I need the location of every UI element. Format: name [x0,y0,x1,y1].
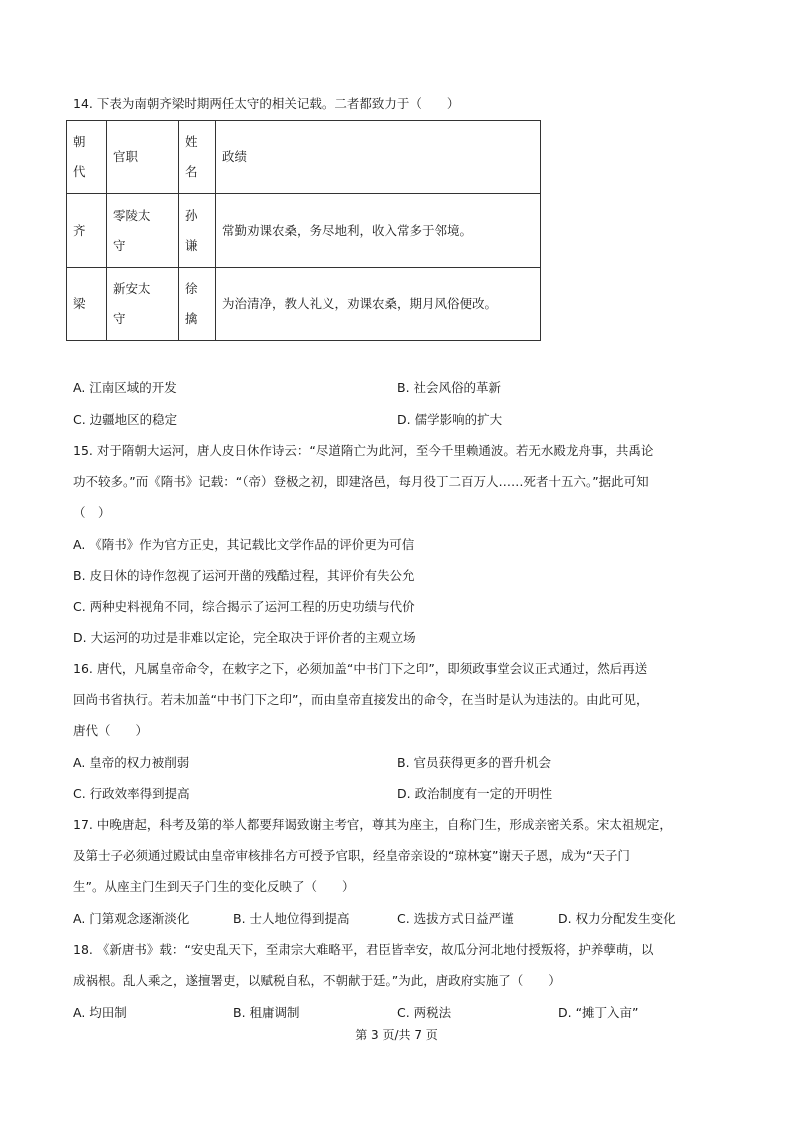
q18-line: 成祸根。乱人乘之，遂擅署吏，以赋税自私，不朝献于廷。”为此，唐政府实施了（ ） [73,973,561,988]
q16-option-d[interactable]: D. 政治制度有一定的开明性 [397,786,553,801]
cell-office [107,268,179,341]
q17-option-a[interactable]: A. 门第观念逐渐淡化 [73,911,190,926]
cell-name [179,268,216,341]
cell-record: 为治清净，教人礼义，劝课农桑，期月风俗便改。 [216,268,541,341]
q14-option-b[interactable]: B. 社会风俗的革新 [397,380,502,395]
q17-option-d[interactable]: D. 权力分配发生变化 [558,911,676,926]
table-header-row [67,121,541,194]
cell-name-line1: 徐 [185,281,198,296]
header-dynasty-line2: 代 [73,164,86,179]
q16-option-a[interactable]: A. 皇帝的权力被削弱 [73,755,190,770]
q18-option-c[interactable]: C. 两税法 [397,1005,452,1020]
q16-option-b[interactable]: B. 官员获得更多的晋升机会 [397,755,552,770]
q14-stem: 14. 下表为南朝齐梁时期两任太守的相关记载。二者都致力于（ ） [73,96,460,111]
q16-option-c[interactable]: C. 行政效率得到提高 [73,786,190,801]
q16-line: 唐代（ ） [73,723,149,738]
table-row [67,194,541,268]
header-dynasty-line1: 朝 [73,134,86,149]
q16-line: 回尚书省执行。若未加盖“中书门下之印”，而由皇帝直接发出的命令，在当时是认为违法的。由此可见， [73,692,649,707]
header-office [107,121,179,194]
q17-line: 生”。从座主门生到天子门生的变化反映了（ ） [73,879,355,894]
q16-line: 16. 唐代，凡属皇帝命令，在敕字之下，必须加盖“中书门下之印”，即须政事堂会议正式通过，然后再送 [73,661,648,676]
q17-option-b[interactable]: B. 士人地位得到提高 [233,911,350,926]
q15-option-c[interactable]: C. 两种史料视角不同，综合揭示了运河工程的历史功绩与代价 [73,599,415,614]
cell-name [179,194,216,268]
page-footer: 第 3 页/共 7 页 [355,1028,438,1042]
q18-option-d[interactable]: D. “摊丁入亩” [558,1005,639,1020]
header-dynasty [67,121,107,194]
q17-line: 及第士子必须通过殿试由皇帝审核排名方可授予官职，经皇帝亲设的“琼林宴”谢天子恩，成为“天子门 [73,848,630,863]
q15-option-a[interactable]: A. 《隋书》作为官方正史，其记载比文学作品的评价更为可信 [73,537,415,552]
q15-line: 15. 对于隋朝大运河，唐人皮日休作诗云：“尽道隋亡为此河，至今千里赖通波。若无水殿龙舟事，共禹论 [73,443,654,458]
cell-name-line1: 孙 [185,207,198,223]
cell-name-line2: 谦 [185,237,198,253]
q15-line: 功不较多。”而《隋书》记载：“（帝）登极之初，即建洛邑，每月役丁二百万人……死者十五六。”据此可知 [73,474,649,489]
cell-office-line2: 守 [113,237,126,253]
cell-dynasty: 齐 [67,194,107,268]
cell-office-line1: 零陵太 [113,207,151,223]
q15-option-d[interactable]: D. 大运河的功过是非难以定论，完全取决于评价者的主观立场 [73,630,416,645]
q14-option-a[interactable]: A. 江南区域的开发 [73,380,177,395]
q14-option-d[interactable]: D. 儒学影响的扩大 [397,412,503,427]
q15-line: （ ） [73,505,111,520]
cell-office-line1: 新安太 [113,281,151,296]
cell-record: 常勤劝课农桑，务尽地利，收入常多于邻境。 [216,194,541,268]
q18-option-a[interactable]: A. 均田制 [73,1005,127,1020]
q15-option-b[interactable]: B. 皮日休的诗作忽视了运河开凿的残酷过程，其评价有失公允 [73,568,415,583]
cell-office-line2: 守 [113,311,126,326]
q17-line: 17. 中晚唐起，科考及第的举人都要拜谒致谢主考官，尊其为座主，自称门生，形成亲密关系。宋太祖规定， [73,817,672,832]
cell-office [107,194,179,268]
cell-dynasty: 梁 [67,268,107,341]
header-name-line1: 姓 [185,134,198,149]
cell-name-line2: 擒 [185,311,198,326]
q14-table [66,120,541,341]
header-name-line2: 名 [185,164,198,179]
q14-option-c[interactable]: C. 边疆地区的稳定 [73,412,178,427]
header-office-text: 官职 [113,149,139,164]
header-record [216,121,541,194]
q18-option-b[interactable]: B. 租庸调制 [233,1005,300,1020]
q18-line: 18. 《新唐书》载：“安史乱天下，至肃宗大难略平，君臣皆幸安，故瓜分河北地付授叛将，护养孽萌，以 [73,942,654,957]
table-row [67,268,541,341]
q17-option-c[interactable]: C. 选拔方式日益严谨 [397,911,514,926]
header-name [179,121,216,194]
header-record-text: 政绩 [222,149,248,164]
